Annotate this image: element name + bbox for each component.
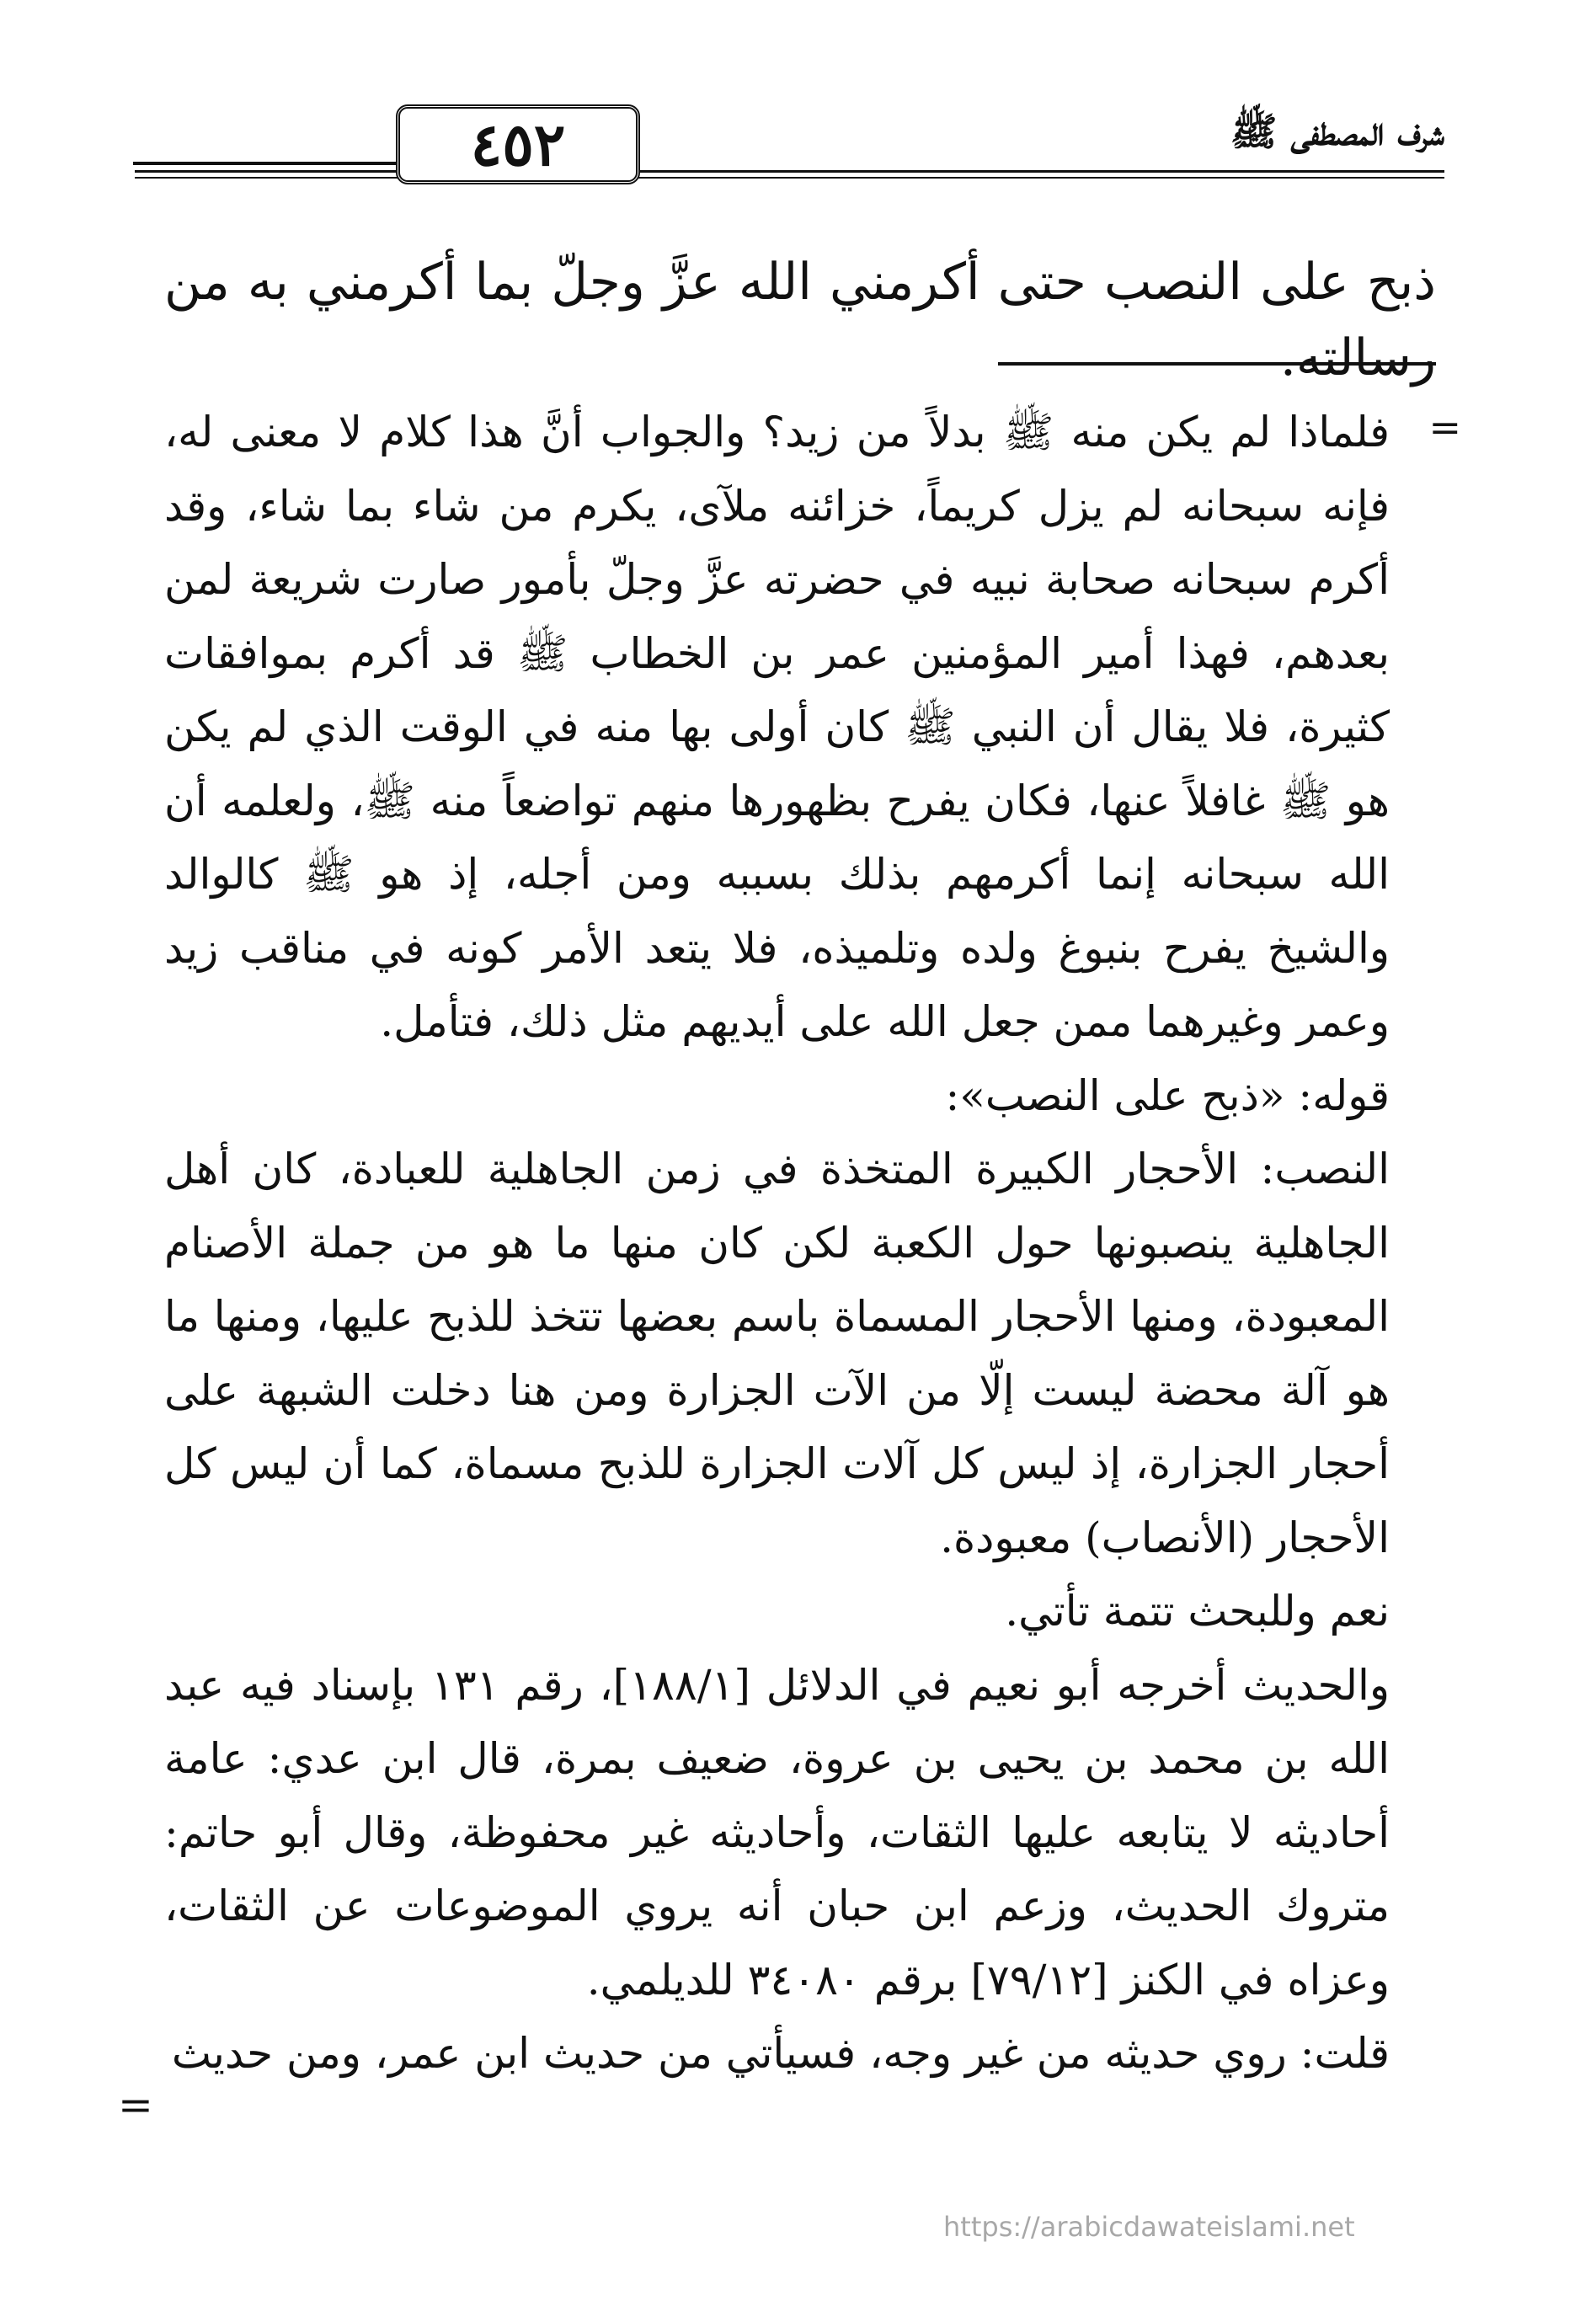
page-header <box>135 93 1444 194</box>
page-number: ٤٥٢ <box>396 104 640 184</box>
footnotes <box>164 396 1390 2091</box>
footnote-separator <box>998 362 1436 366</box>
header-rule-thin <box>135 177 1444 179</box>
footnote-paragraph: نعم وللبحث تتمة تأتي. <box>1005 1587 1390 1636</box>
footnote-paragraph: النصب: الأحجار الكبيرة المتخذة في زمن الجاهلية للعبادة، كان أهل الجاهلية ينصبونها حول الكعبة لكن كان منها ما هو من جملة الأصنام المعبودة، ومنها الأحجار المسماة باسم بعضها تتخذ للذبح عليها، ومنها ما هو آلة محضة ليست إلّا من الآت الجزارة ومن هنا دخلت الشبهة على أحجار الجزارة، إذ ليس كل آلات الجزارة للذبح مسماة، كما أن ليس كل الأحجار (الأنصاب) معبودة. <box>164 1145 1390 1562</box>
continuation-mark: = <box>1428 404 1461 450</box>
header-rule <box>135 170 1444 173</box>
footnote-paragraph: قلت: روي حديثه من غير وجه، فسيأتي من حديث ابن عمر، ومن حديث <box>171 2029 1390 2078</box>
footnote-paragraph: والحديث أخرجه أبو نعيم في الدلائل [١٨٨/١]، رقم ١٣١ بإسناد فيه عبد الله بن محمد بن يحيى بن عروة، ضعيف بمرة، قال ابن عدي: عامة أحاديثه لا يتابعه عليها الثقات، وأحاديثه غير محفوظة، وقال أبو حاتم: متروك الحديث، وزعم ابن حبان أنه يروي الموضوعات عن الثقات، وعزاه في الكنز [٧٩/١٢] برقم ٣٤٠٨٠ للديلمي. <box>164 1660 1390 2004</box>
main-text: ذبح على النصب حتى أكرمني الله عزَّ وجلّ بما أكرمني به من رسالته. <box>164 253 1436 387</box>
end-mark: = <box>118 2080 153 2129</box>
footnote-paragraph: قوله: «ذبح على النصب»: <box>945 1070 1390 1120</box>
header-rule-left <box>133 162 411 165</box>
watermark: https://arabicdawateislami.net <box>943 2211 1355 2243</box>
book-title: شرف المصطفى ﷺ <box>1230 109 1444 154</box>
footnote-paragraph: فلماذا لم يكن منه ﷺ بدلاً من زيد؟ والجواب أنَّ هذا كلام لا معنى له، فإنه سبحانه لم يزل كريماً، خزائنه ملآى، يكرم من شاء بما شاء، وقد أكرم سبحانه صحابة نبيه في حضرته عزَّ وجلّ بأمور صارت شريعة لمن بعدهم، فهذا أمير المؤمنين عمر بن الخطاب ﷺ قد أكرم بموافقات كثيرة، فلا يقال أن النبي ﷺ كان أولى بها منه في الوقت الذي لم يكن هو ﷺ غافلاً عنها، فكان يفرح بظهورها منهم تواضعاً منه ﷺ، ولعلمه أن الله سبحانه إنما أكرمهم بذلك بسببه ومن أجله، إذ هو ﷺ كالوالد والشيخ يفرح بنبوغ ولده وتلميذه، فلا يتعد الأمر كونه في مناقب زيد وعمر وغيرهما ممن جعل الله على أيديهم مثل ذلك، فتأمل. <box>164 408 1390 1046</box>
